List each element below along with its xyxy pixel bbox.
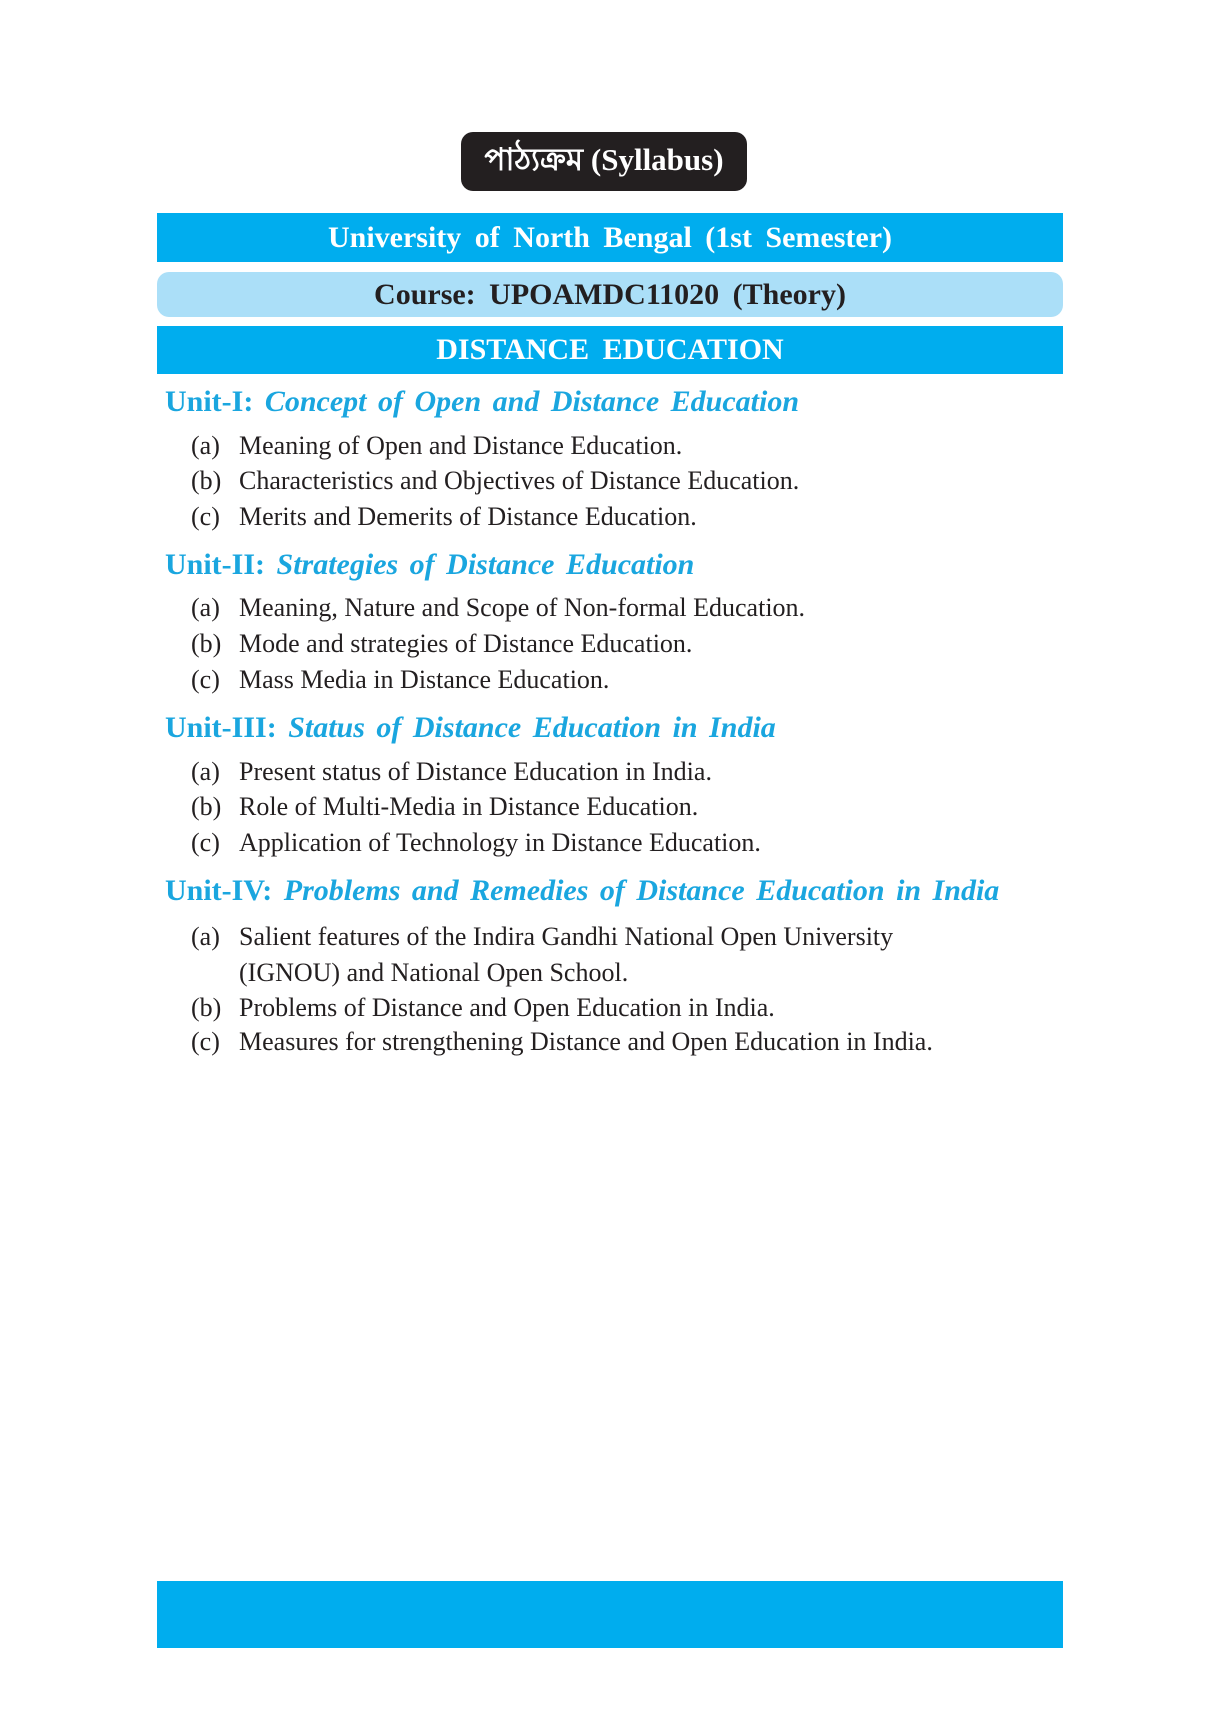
list-item: (b) Role of Multi-Media in Distance Education.: [191, 792, 699, 821]
course-banner: Course: UPOAMDC11020 (Theory): [157, 272, 1063, 317]
list-item: (b) Characteristics and Objectives of Distance Education.: [191, 466, 800, 495]
university-banner: University of North Bengal (1st Semester): [157, 213, 1063, 262]
footer-bar: [157, 1581, 1063, 1648]
subject-banner: DISTANCE EDUCATION: [157, 326, 1063, 374]
list-item: (IGNOU) and National Open School.: [239, 958, 629, 987]
list-item: (a) Meaning of Open and Distance Education.: [191, 431, 683, 460]
list-item: (a) Salient features of the Indira Gandhi National Open University: [191, 922, 894, 951]
list-item: (c) Mass Media in Distance Education.: [191, 665, 610, 694]
list-item: (c) Measures for strengthening Distance and Open Education in India.: [191, 1027, 933, 1056]
list-item: (a) Present status of Distance Education in India.: [191, 757, 712, 786]
list-item: (a) Meaning, Nature and Scope of Non-formal Education.: [191, 593, 806, 622]
unit-heading: Unit-I: Concept of Open and Distance Education: [165, 385, 800, 418]
list-item: (b) Mode and strategies of Distance Education.: [191, 629, 693, 658]
list-item: (c) Merits and Demerits of Distance Education.: [191, 502, 697, 531]
unit-heading: Unit-IV: Problems and Remedies of Distance Education in India: [165, 874, 1000, 907]
list-item: (b) Problems of Distance and Open Education in India.: [191, 993, 775, 1022]
list-item: (c) Application of Technology in Distance Education.: [191, 828, 761, 857]
syllabus-badge: পাঠ্যক্রম (Syllabus): [461, 132, 747, 191]
unit-heading: Unit-III: Status of Distance Education in India: [165, 711, 776, 744]
unit-heading: Unit-II: Strategies of Distance Education: [165, 548, 695, 581]
